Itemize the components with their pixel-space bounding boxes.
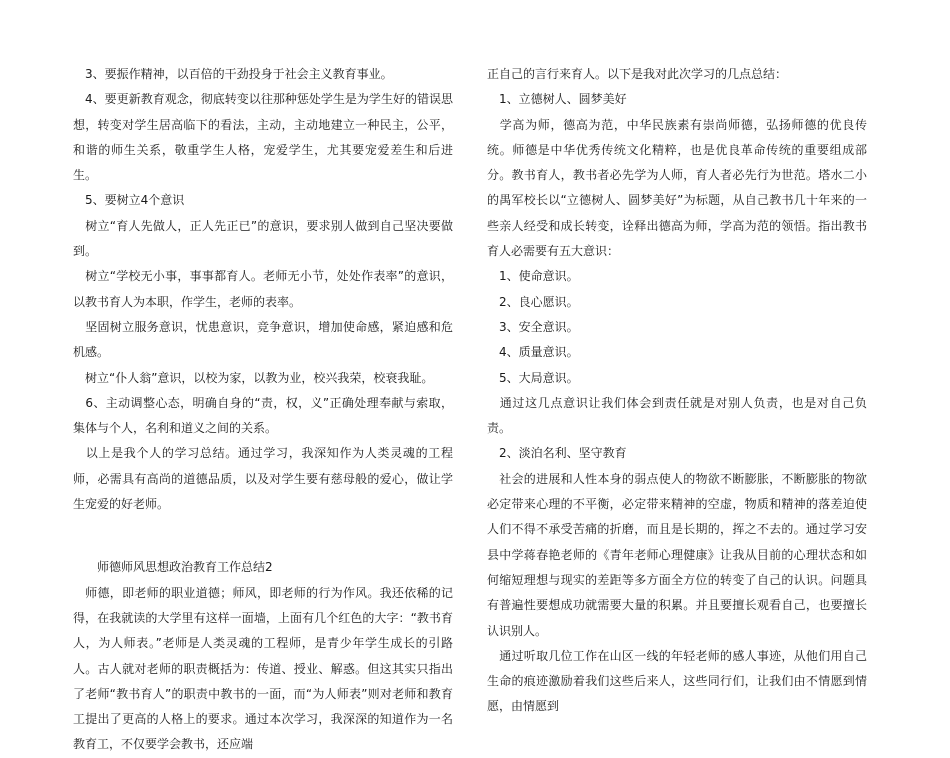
- left-column: [73, 62, 453, 758]
- section-title: 师德师风思想政治教育工作总结2: [73, 560, 273, 575]
- paragraph: 树立“仆人翁”意识，以校为家，以教为业，校兴我荣，校衰我耻。: [73, 370, 434, 385]
- right-column: [487, 62, 867, 720]
- paragraph: 4、质量意识。: [487, 345, 579, 360]
- paragraph: 树立“学校无小事，事事都育人。老师无小节，处处作表率”的意识，以教书育人为本职，作学生，老师的表率。: [73, 269, 453, 309]
- paragraph: 2、淡泊名利、坚守教育: [487, 446, 627, 461]
- paragraph: 1、立德树人、圆梦美好: [487, 92, 627, 107]
- paragraph: 树立“育人先做人，正人先正已”的意识，要求别人做到自己坚决要做到。: [73, 218, 453, 259]
- paragraph: 社会的进展和人性本身的弱点使人的物欲不断膨胀，不断膨胀的物欲必定带来心理的不平衡，必定带来精神的空虚，物质和精神的落差迫使人们不得不承受苦痛的折磨，而且是长期的，挥之不去的。通过学习安县中学蒋春艳老师的《青年老师心理健康》让我从目前的心理状态和如何缩短理想与现实的差距等多方面全方位的转变了自己的认识。问题具有普遍性要想成功就需要大量的积累。并且要擅长观看自己，也要擅长认识别人。: [487, 471, 867, 638]
- paragraph: 1、使命意识。: [487, 269, 579, 284]
- paragraph: 正自己的言行来育人。以下是我对此次学习的几点总结：: [487, 67, 788, 81]
- paragraph: 以上是我个人的学习总结。通过学习，我深知作为人类灵魂的工程师，必需具有高尚的道德品质，以及对学生要有慈母般的爱心，做让学生宠爱的好老师。: [73, 446, 453, 512]
- paragraph: 4、要更新教育观念，彻底转变以往那种惩处学生是为学生好的错误思想，转变对学生居高临下的看法，主动，主动地建立一种民主，公平，和谐的师生关系，敬重学生人格，宠爱学生，尤其要宠爱差生和后进生。: [73, 92, 453, 183]
- paragraph: 学高为师，德高为范，中华民族素有崇尚师德，弘扬师德的优良传统。师德是中华优秀传统文化精粹，也是优良革命传统的重要组成部分。教书育人，教书者必先学为人师，育人者必先行为世范。塔水二小的禺军校长以“立德树人、圆梦美好”为标题，从自己教书几十年来的一些亲人经受和成长转变，诠释出德高为师，学高为范的领悟。指出教书育人必需要有五大意识：: [487, 117, 867, 259]
- paragraph: 通过这几点意识让我们体会到责任就是对别人负责，也是对自己负责。: [487, 395, 867, 436]
- paragraph: 2、良心愿识。: [487, 294, 579, 309]
- paragraph: 5、大局意识。: [487, 370, 579, 385]
- paragraph: 通过听取几位工作在山区一线的年轻老师的感人事迹，从他们用自己生命的痕迹激励着我们这些后来人，这些同行们，让我们由不情愿到情愿，由情愿到: [487, 648, 867, 714]
- paragraph: 5、要树立4个意识: [73, 193, 185, 208]
- paragraph: 师德，即老师的职业道德；师风，即老师的行为作风。我还依稀的记得，在我就读的大学里有这样一面墙，上面有几个红色的大字：“教书育人，为人师表。”老师是人类灵魂的工程师，是青少年学生成长的引路人。古人就对老师的职责概括为：传道、授业、解惑。但这其实只指出了老师“教书育人”的职责中教书的一面，而“为人师表”则对老师和教育工提出了更高的人格上的要求。通过本次学习，我深深的知道作为一名教育工，不仅要学会教书，还应端: [73, 585, 453, 752]
- paragraph: 3、要振作精神，以百倍的干劲投身于社会主义教育事业。: [73, 67, 393, 81]
- section-gap: [73, 517, 453, 555]
- paragraph: 6、主动调整心态，明确自身的“责，权，义”正确处理奉献与索取，集体与个人，名利和道义之间的关系。: [73, 395, 453, 436]
- paragraph: 坚固树立服务意识，忧患意识，竞争意识，增加使命感，紧迫感和危机感。: [73, 319, 453, 360]
- paragraph: 3、安全意识。: [487, 319, 579, 334]
